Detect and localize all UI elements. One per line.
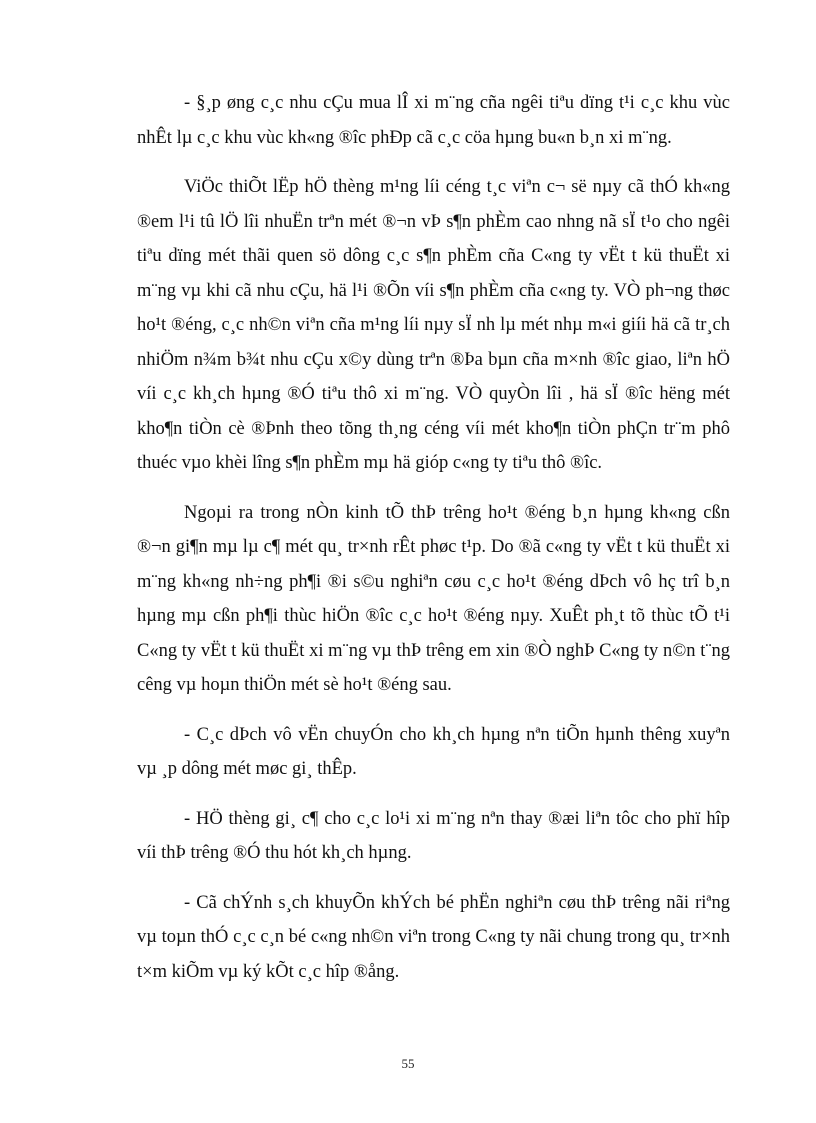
page-number: 55	[401, 1056, 415, 1071]
paragraph-6: - Cã chÝnh s¸ch khuyÕn khÝch bé phËn nghiªn cøu thÞ trêng nãi riªng vµ toµn thÓ c¸c c¸n bé c«ng nh©n viªn trong C«ng ty nãi chung trong qu¸ tr×nh t×m kiÕm vµ ký kÕt c¸c hîp ®ång.	[137, 892, 730, 982]
paragraph-3: Ngoµi ra trong nÒn kinh tÕ thÞ trêng ho¹t ®éng b¸n hµng kh«ng cßn ®¬n gi¶n mµ lµ c¶ mét qu¸ tr×nh rÊt phøc t¹p. Do ®ã c«ng ty vËt t kü thuËt xi m¨ng kh«ng nh÷ng ph¶i ®i s©u nghiªn cøu c¸c ho¹t ®éng dÞch vô hç trî b¸n hµng mµ cßn ph¶i thùc hiÖn ®îc c¸c ho¹t ®éng nµy. XuÊt ph¸t tõ thùc tÕ t¹i C«ng ty vËt t kü thuËt xi m¨ng vµ thÞ trêng em xin ®Ò nghÞ C«ng ty n©n t¨ng cêng vµ hoµn thiÖn mét sè ho¹t ®éng sau.	[137, 502, 730, 695]
paragraph-4: - C¸c dÞch vô vËn chuyÓn cho kh¸ch hµng nªn tiÕn hµnh thêng xuyªn vµ ¸p dông mét møc gi¸ thÊp.	[137, 724, 730, 779]
paragraph-5: - HÖ thèng gi¸ c¶ cho c¸c lo¹i xi m¨ng nªn thay ®æi liªn tôc cho phï hîp víi thÞ trêng ®Ó thu hót kh¸ch hµng.	[137, 808, 730, 863]
paragraph-2: ViÖc thiÕt lËp hÖ thèng m¹ng líi céng t¸c viªn c¬ së nµy cã thÓ kh«ng ®em l¹i tû lÖ lîi nhuËn trªn mét ®¬n vÞ s¶n phÈm cao nhng nã sÏ t¹o cho ngêi tiªu dïng mét thãi quen sö dông c¸c s¶n phÈm cña C«ng ty vËt t kü thuËt xi m¨ng vµ khi cã nhu cÇu, hä l¹i ®Õn víi s¶n phÈm cña c«ng ty. VÒ ph¬ng thøc ho¹t ®éng, c¸c nh©n viªn cña m¹ng líi nµy sÏ nh lµ mét nhµ m«i giíi hä cã tr¸ch nhiÖm n¾m b¾t nhu cÇu x©y dùng trªn ®Þa bµn cña m×nh ®îc giao, liªn hÖ víi c¸c kh¸ch hµng ®Ó tiªu thô xi m¨ng. VÒ quyÒn lîi , hä sÏ ®îc hëng mét kho¶n tiÒn cè ®Þnh theo tõng th¸ng céng víi mét kho¶n tiÒn phÇn tr¨m phô thuéc vµo khèi lîng s¶n phÈm mµ hä gióp c«ng ty tiªu thô ®îc.	[137, 177, 730, 473]
body-text	[137, 86, 730, 1004]
paragraph-1: - §¸p øng c¸c nhu cÇu mua lÎ xi m¨ng cña ngêi tiªu dïng t¹i c¸c khu vùc nhÊt lµ c¸c khu vùc kh«ng ®îc phÐp cã c¸c cöa hµng bu«n b¸n xi m¨ng.	[137, 93, 730, 148]
